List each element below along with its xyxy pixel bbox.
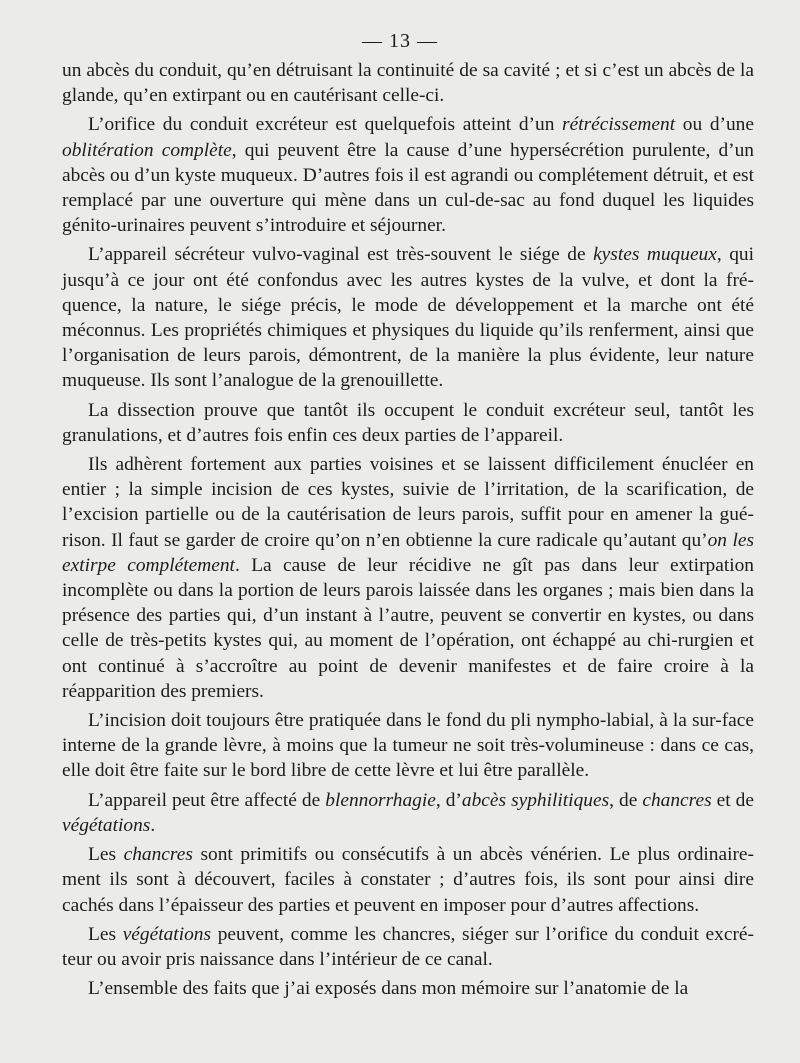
body-text	[62, 58, 754, 1001]
text-run: , qui jusqu’à ce jour ont été confondus avec les autres kystes de la vulve, et dont la fré-quence, la nature, le siége précis, le mode de développement et la marche ont été méconnus. Les propriétés chimiques et physiques du liquide qu’ils renferment, ainsi que l’organisation de leurs parois, démontrent, de la manière la plus évidente, leur nature muqueuse. Ils sont l’analogue de la grenouillette.	[62, 244, 754, 392]
paragraph	[62, 398, 754, 448]
italic-term: abcès syphilitiques	[461, 789, 610, 811]
text-run: L’incision doit toujours être pratiquée dans le fond du pli nympho-labial, à la sur-face interne de la grande lèvre, à moins que la tumeur ne soit très-volumineuse : dans ce cas, elle doit être faite sur le bord libre de cette lèvre et lui être parallèle.	[62, 710, 754, 782]
text-run: . La cause de leur récidive ne gît pas dans leur extirpation incomplète ou dans la portion de leurs parois laissée dans les organes ; mais bien dans la présence des parties qui, d’un instant à l’autre, peuvent se convertir en kystes, ou dans celle de très-petits kystes qui, au moment de l’opération, ont échappé au chi-rurgien et ont continué à s’accroître au point de devenir manifestes et de faire croire à la réapparition des premiers.	[62, 554, 754, 702]
paragraph	[62, 242, 754, 393]
text-run: , d’	[435, 789, 462, 811]
text-run: , qui peuvent être la cause d’une hypersécrétion purulente, d’un abcès ou d’un kyste muqueux. D’autres fois il est agrandi ou complétement détruit, et est remplacé par une ouverture qui mène dans un cul-de-sac au fond duquel les liquides génito-urinaires peuvent s’introduire et séjourner.	[62, 139, 754, 237]
italic-term: végétations	[62, 814, 151, 836]
text-run: L’orifice du conduit excréteur est quelquefois atteint d’un	[88, 114, 563, 136]
text-run: un abcès du conduit, qu’en détruisant la continuité de sa cavité ; et si c’est un abcès de la glande, qu’en extirpant ou en cautérisant celle-ci.	[62, 60, 754, 107]
text-run: Ils adhèrent fortement aux parties voisines et se laissent difficilement énucléer en entier ; la simple incision de ces kystes, suivie de l’irritation, de la scarification, de l’excision partielle ou de la cautérisation de leurs parois, suffit pour en amener la gué-rison. Il faut se garder de croire qu’on n’en obtienne la cure radicale qu’autant qu’	[62, 454, 754, 551]
text-run: ou d’une	[675, 114, 754, 136]
paragraph	[62, 842, 754, 918]
text-run: sont primitifs ou consécutifs à un abcès vénérien. Le plus ordinaire-ment ils sont à découvert, faciles à constater ; d’autres fois, ils sont pour ainsi dire cachés dans l’épaisseur des parties et peuvent en imposer pour d’autres affections.	[62, 844, 754, 916]
paragraph	[62, 708, 754, 784]
italic-term: chancres	[642, 789, 712, 811]
italic-term: chancres	[123, 844, 193, 866]
text-run: Les	[88, 923, 123, 945]
paragraph	[62, 788, 754, 838]
italic-term: on les extirpe complétement	[62, 529, 755, 576]
italic-term: blennorrhagie	[325, 789, 436, 811]
paragraph	[62, 922, 754, 972]
italic-term: rétrécissement	[562, 114, 676, 136]
text-run: peuvent, comme les chancres, siéger sur l’orifice du conduit excré-teur ou avoir pris naissance dans l’intérieur de ce canal.	[62, 923, 754, 970]
italic-term: kystes muqueux	[593, 244, 717, 266]
italic-term: oblitération complète	[62, 139, 232, 161]
paragraph	[62, 976, 754, 1001]
page-number: — 13 —	[362, 30, 438, 52]
text-run: L’ensemble des faits que j’ai exposés dans mon mémoire sur l’anatomie de la	[88, 978, 689, 1000]
text-run: , de	[609, 789, 643, 811]
paragraph	[62, 58, 754, 108]
text-run: .	[150, 814, 156, 836]
paragraph	[62, 112, 754, 238]
text-run: L’appareil sécréteur vulvo-vaginal est très-souvent le siége de	[88, 244, 594, 266]
italic-term: végétations	[122, 923, 212, 945]
paragraph	[62, 452, 754, 704]
text-run: L’appareil peut être affecté de	[88, 789, 326, 811]
text-run: Les	[88, 844, 124, 866]
text-run: La dissection prouve que tantôt ils occupent le conduit excréteur seul, tantôt les granulations, et d’autres fois enfin ces deux parties de l’appareil.	[62, 399, 754, 446]
text-run: et de	[711, 789, 754, 811]
